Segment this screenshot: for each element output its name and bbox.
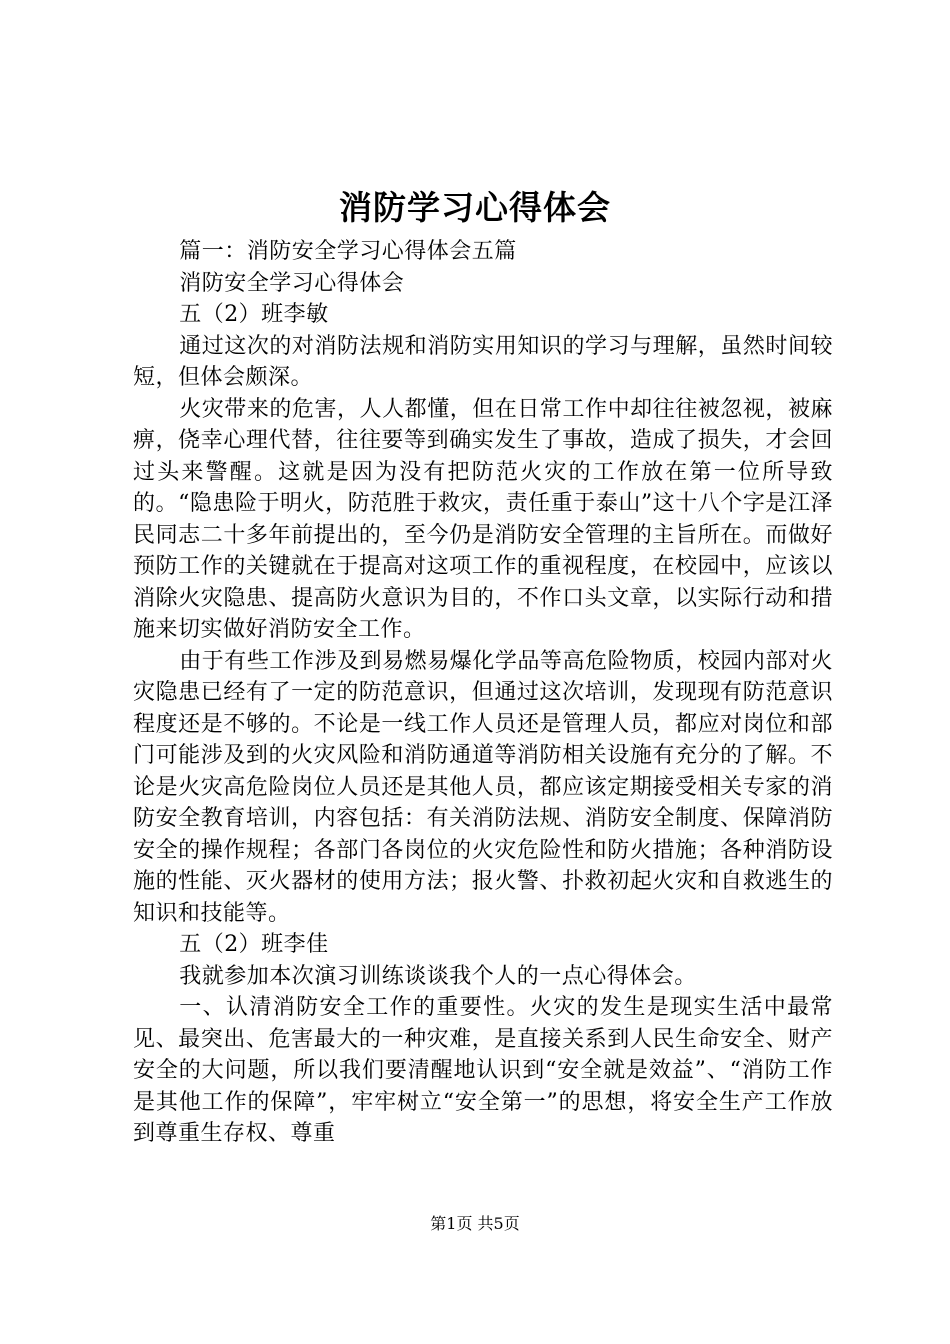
body-paragraph: 火灾带来的危害，人人都懂，但在日常工作中却往往被忽视，被麻痹，侥幸心理代替，往往要等到确实发生了事故，造成了损失，才会回过头来警醒。这就是因为没有把防范火灾的工作放在第一位所导致的。“隐患险于明火，防范胜于救灾，责任重于泰山”这十八个字是江泽民同志二十多年前提出的，至今仍是消防安全管理的主旨所在。而做好预防工作的关键就在于提高对这项工作的重视程度，在校园中，应该以消除火灾隐患、提高防火意识为目的，不作口头文章，以实际行动和措施来切实做好消防安全工作。 [133, 396, 833, 642]
body-paragraph: 由于有些工作涉及到易燃易爆化学品等高危险物质，校园内部对火灾隐患已经有了一定的防范意识，但通过这次培训，发现现有防范意识程度还是不够的。不论是一线工作人员还是管理人员，都应对岗位和部门可能涉及到的火灾风险和消防通道等消防相关设施有充分的了解。不论是火灾高危险岗位人员还是其他人员，都应该定期接受相关专家的消防安全教育培训，内容包括：有关消防法规、消防安全制度、保障消防安全的操作规程；各部门各岗位的火灾危险性和防火措施；各种消防设施的性能、灭火器材的使用方法；报火警、扑救初起火灾和自救逃生的知识和技能等。 [133, 648, 833, 926]
body-paragraph: 我就参加本次演习训练谈谈我个人的一点心得体会。 [179, 963, 697, 989]
document-body [133, 236, 833, 1150]
section-heading: 篇一：消防安全学习心得体会五篇 [179, 239, 517, 264]
article-subtitle: 消防安全学习心得体会 [179, 270, 405, 296]
author-line: 五（2）班李敏 [179, 302, 329, 327]
body-paragraph: 一、认清消防安全工作的重要性。火灾的发生是现实生活中最常见、最突出、危害最大的一种灾难，是直接关系到人民生命安全、财产安全的大问题，所以我们要清醒地认识到“安全就是效益”、“消防工作是其他工作的保障”，牢牢树立“安全第一”的思想，将安全生产工作放到尊重生存权、尊重 [133, 995, 833, 1146]
body-paragraph: 通过这次的对消防法规和消防实用知识的学习与理解，虽然时间较短，但体会颇深。 [133, 333, 833, 390]
page-number-footer: 第1页 共5页 [430, 1214, 520, 1233]
document-title: 消防学习心得体会 [339, 188, 611, 227]
author-line: 五（2）班李佳 [179, 932, 329, 957]
